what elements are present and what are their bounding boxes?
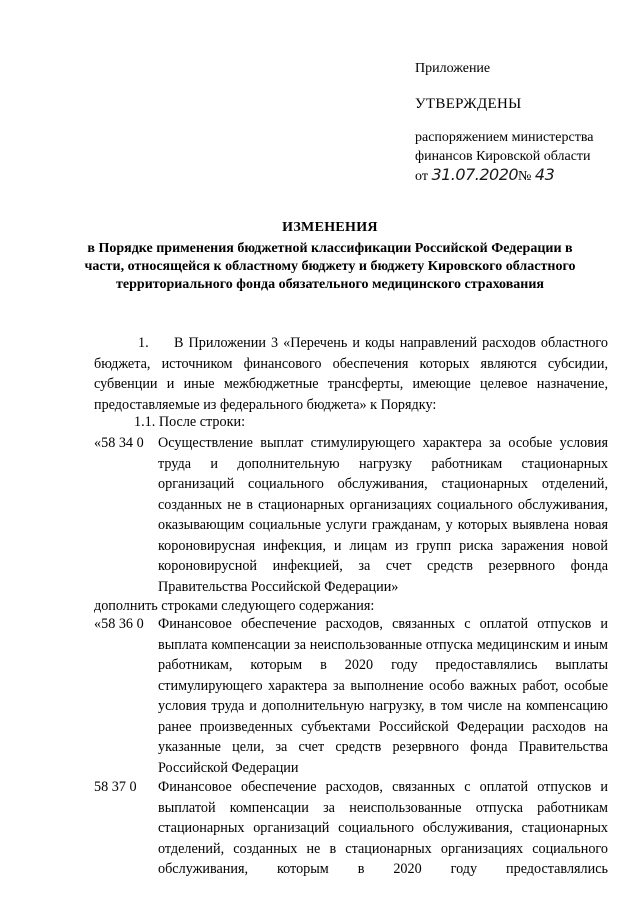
row-text: Финансовое обеспечение расходов, связанных с оплатой отпусков и выплатой компенсации за неиспользованные отпуска работникам стационарных организаций социального обслуживания, стационарных отделений, созданных не в стационарных организациях социального обслуживания, которым в 2020 году предоставлялись: [158, 779, 608, 877]
row-text: Осуществление выплат стимулирующего характера за особые условия труда и дополнительную нагрузку работникам стационарных организаций социального обслуживания, стационарных отделений, созданных не в стационарных организациях социального обслуживания, оказывающим социальные услуги гражданам, у которых выявлена новая короновирусная инфекция, и лицам из групп риска заражения новой короновирусной инфекцией, за счет средств резервного фонда Правительства Российской Федерации»: [158, 435, 608, 595]
subitem-1-1: 1.1. После строки:: [134, 414, 246, 430]
order-line-2: финансов Кировской области: [415, 149, 591, 164]
order-date-line: [415, 166, 554, 186]
number-prefix: №: [518, 169, 532, 184]
document-subtitle: в Порядке применения бюджетной классификации Российской Федерации в части, относящейся к областному бюджету и бюджету Кировского областного территориального фонда обязательного медицинского страхования: [84, 241, 576, 292]
order-line-1: распоряжением министерства: [415, 130, 594, 145]
row-code: «58 34 0: [94, 435, 144, 451]
item-1-text: В Приложении 3 «Перечень и коды направлений расходов областного бюджета, источником финансового обеспечения которых являются субсидии, субвенции и иные межбюджетные трансферты, имеющие целевое назначение, предоставляемые из федерального бюджета» к Порядку:: [94, 335, 608, 413]
supplement-line: дополнить строками следующего содержания:: [94, 598, 375, 614]
row-text: Финансовое обеспечение расходов, связанных с оплатой отпусков и выплата компенсации за неиспользованные отпуска медицинским и иным работникам, которым в 2020 году предоставлялись выплаты стимулирующего характера за выполнение особо важных работ, особые условия труда и дополнительную нагрузку, в том числе на компенсацию ранее произведенных субъектами Российской Федерации расходов на указанные цели, за счет средств резервного фонда Правительства Российской Федерации: [158, 616, 608, 776]
handwritten-number: 43: [534, 165, 555, 184]
handwritten-date: 31.07.2020: [431, 165, 519, 184]
document-title: ИЗМЕНЕНИЯ: [282, 220, 378, 235]
row-code: 58 37 0: [94, 779, 137, 795]
item-1-number: 1.: [138, 335, 149, 351]
date-prefix: от: [415, 169, 428, 184]
row-code: «58 36 0: [94, 616, 144, 632]
appendix-label: Приложение: [415, 61, 491, 76]
approved-label: УТВЕРЖДЕНЫ: [415, 96, 522, 112]
item-1-paragraph: [94, 333, 608, 415]
